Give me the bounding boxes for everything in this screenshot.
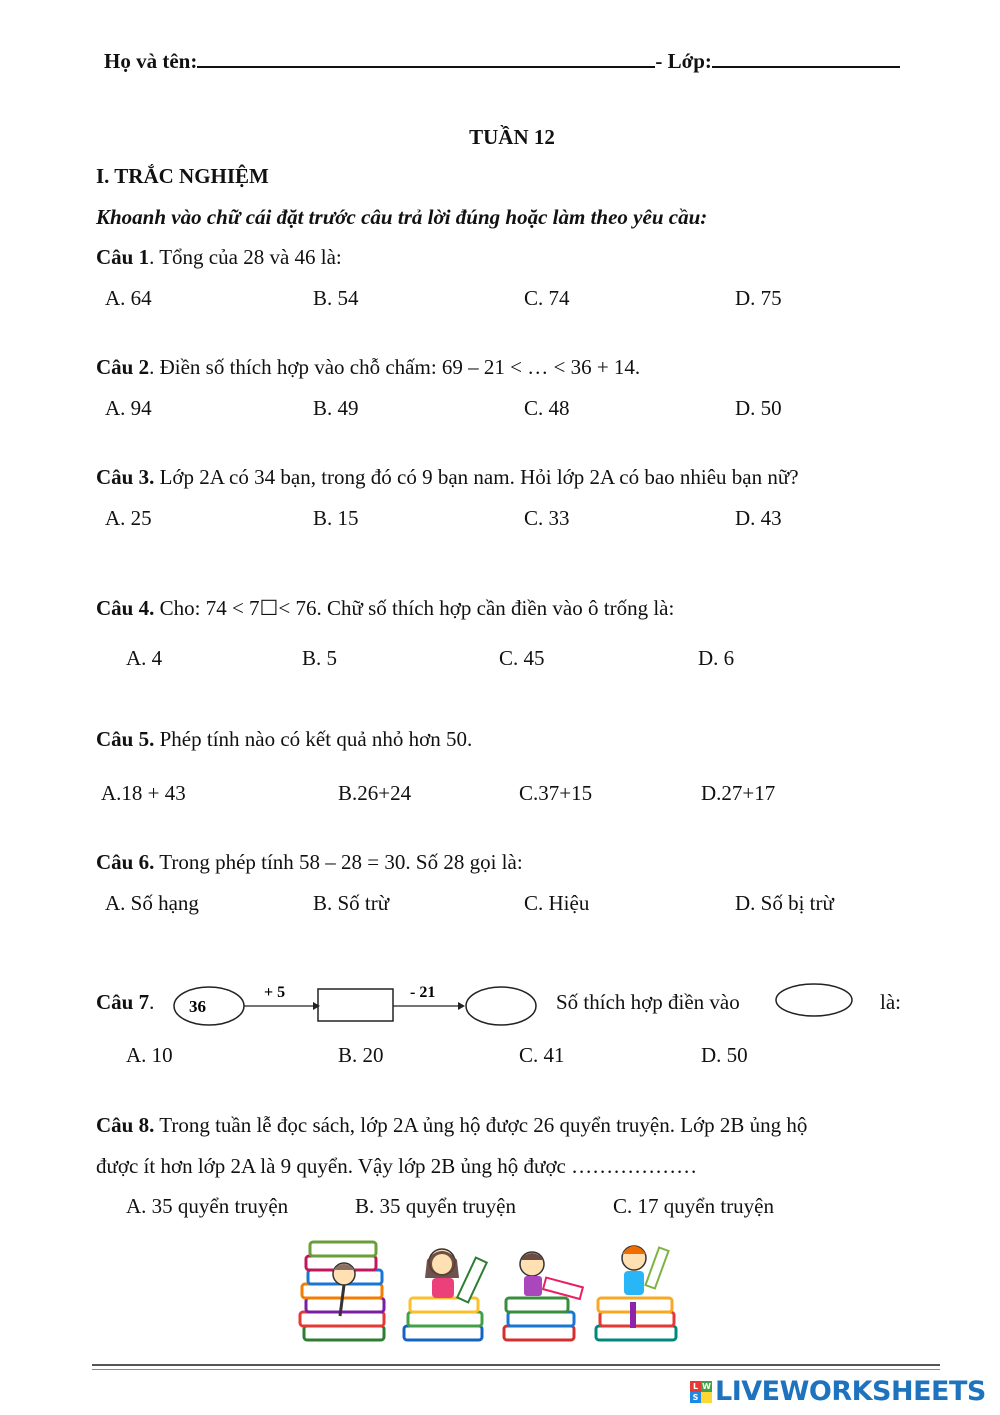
question-label: Câu 3. xyxy=(96,465,155,489)
option-c[interactable]: C. 45 xyxy=(499,646,545,670)
question-1 xyxy=(96,245,342,270)
liveworksheets-logo[interactable] xyxy=(690,1376,986,1407)
option-b[interactable]: B. 49 xyxy=(313,396,359,420)
question-text: Lớp 2A có 34 bạn, trong đó có 9 bạn nam. Hỏi lớp 2A có bao nhiêu bạn nữ? xyxy=(154,465,799,489)
class-label: - Lớp: xyxy=(655,49,712,73)
option-d[interactable]: D. 43 xyxy=(735,506,782,530)
question-label: Câu 5. xyxy=(96,727,155,751)
instruction: Khoanh vào chữ cái đặt trước câu trả lời đúng hoặc làm theo yêu cầu: xyxy=(96,205,708,229)
option-a[interactable]: A. 4 xyxy=(126,646,163,670)
question-label: Câu 2 xyxy=(96,355,150,379)
op-1: + 5 xyxy=(264,984,286,1001)
question-5 xyxy=(96,727,472,752)
option-a[interactable]: A.18 + 43 xyxy=(101,781,186,805)
option-c[interactable]: C.37+15 xyxy=(519,781,593,805)
page-title: TUẦN 12 xyxy=(469,125,555,149)
option-a[interactable]: A. 35 quyển truyện xyxy=(126,1194,289,1218)
option-a[interactable]: A. Số hạng xyxy=(105,891,199,915)
option-d[interactable]: D. Số bị trừ xyxy=(735,891,834,915)
option-d[interactable]: D. 6 xyxy=(698,646,735,670)
middle-box xyxy=(318,989,393,1021)
option-c[interactable]: C. 74 xyxy=(524,286,570,310)
book-stack-1 xyxy=(300,1242,384,1340)
footer-rule-thin xyxy=(92,1369,940,1370)
question-4 xyxy=(96,596,674,621)
start-number: 36 xyxy=(189,997,206,1016)
question-6 xyxy=(96,850,523,875)
question-text: Trong tuần lễ đọc sách, lớp 2A ủng hộ được 26 quyển truyện. Lớp 2B ủng hộ xyxy=(154,1113,808,1137)
option-c[interactable]: C. 33 xyxy=(524,506,570,530)
question-label: Câu 6. xyxy=(96,850,155,874)
logo-mark-icon: L W S xyxy=(690,1381,712,1403)
start-oval xyxy=(174,987,244,1025)
option-a[interactable]: A. 94 xyxy=(105,396,152,420)
end-oval xyxy=(466,987,536,1025)
option-b[interactable]: B. 15 xyxy=(313,506,359,530)
question-text: . Tổng của 28 và 46 là: xyxy=(149,245,342,269)
option-c[interactable]: C. 17 quyển truyện xyxy=(613,1194,774,1218)
arrow-2-head xyxy=(458,1002,465,1010)
name-line xyxy=(104,46,900,74)
question-label: Câu 1 xyxy=(96,245,150,269)
option-d[interactable]: D. 50 xyxy=(701,1043,748,1067)
kids-reading-illustration xyxy=(296,1238,686,1356)
answer-oval xyxy=(774,982,856,1020)
name-label: Họ và tên: xyxy=(104,49,198,73)
number-flow-diagram xyxy=(172,978,544,1030)
option-d[interactable]: D.27+17 xyxy=(701,781,776,805)
question-label: Câu 8. xyxy=(96,1113,155,1137)
question-2 xyxy=(96,355,640,380)
question-3 xyxy=(96,465,799,490)
question-text: Phép tính nào có kết quả nhỏ hơn 50. xyxy=(154,727,473,751)
option-b[interactable]: B. Số trừ xyxy=(313,891,390,915)
question-7-prompt: Số thích hợp điền vào xyxy=(556,990,740,1014)
option-d[interactable]: D. 75 xyxy=(735,286,782,310)
question-text: . Điền số thích hợp vào chỗ chấm: 69 – 21 < … < 36 + 14. xyxy=(149,355,641,379)
arrow-1-head xyxy=(313,1002,320,1010)
option-a[interactable]: A. 25 xyxy=(105,506,152,530)
option-b[interactable]: B.26+24 xyxy=(338,781,412,805)
question-7 xyxy=(96,990,154,1015)
question-label: Câu 7 xyxy=(96,990,150,1014)
name-blank[interactable] xyxy=(197,46,655,68)
book-stack-2 xyxy=(404,1249,487,1340)
option-a[interactable]: A. 10 xyxy=(126,1043,173,1067)
option-d[interactable]: D. 50 xyxy=(735,396,782,420)
option-a[interactable]: A. 64 xyxy=(105,286,152,310)
option-c[interactable]: C. 41 xyxy=(519,1043,565,1067)
section-heading: I. TRẮC NGHIỆM xyxy=(96,164,269,188)
book-stack-3 xyxy=(504,1252,583,1340)
class-blank[interactable] xyxy=(712,46,900,68)
logo-text: LIVEWORKSHEETS xyxy=(715,1376,986,1407)
question-text: Cho: 74 < 7☐< 76. Chữ số thích hợp cần điền vào ô trống là: xyxy=(154,596,675,620)
question-text: . xyxy=(149,990,155,1014)
option-b[interactable]: B. 5 xyxy=(302,646,338,670)
question-8-line2: được ít hơn lớp 2A là 9 quyển. Vậy lớp 2B ủng hộ được ……………… xyxy=(96,1154,698,1178)
option-c[interactable]: C. Hiệu xyxy=(524,891,590,915)
option-c[interactable]: C. 48 xyxy=(524,396,570,420)
book-stack-4 xyxy=(596,1246,676,1340)
footer-rule xyxy=(92,1364,940,1366)
question-label: Câu 4. xyxy=(96,596,155,620)
question-7-suffix: là: xyxy=(880,990,901,1014)
question-8 xyxy=(96,1113,807,1138)
option-b[interactable]: B. 54 xyxy=(313,286,359,310)
question-text: Trong phép tính 58 – 28 = 30. Số 28 gọi là: xyxy=(154,850,523,874)
option-b[interactable]: B. 35 quyển truyện xyxy=(355,1194,516,1218)
option-b[interactable]: B. 20 xyxy=(338,1043,384,1067)
op-2: - 21 xyxy=(410,984,436,1001)
